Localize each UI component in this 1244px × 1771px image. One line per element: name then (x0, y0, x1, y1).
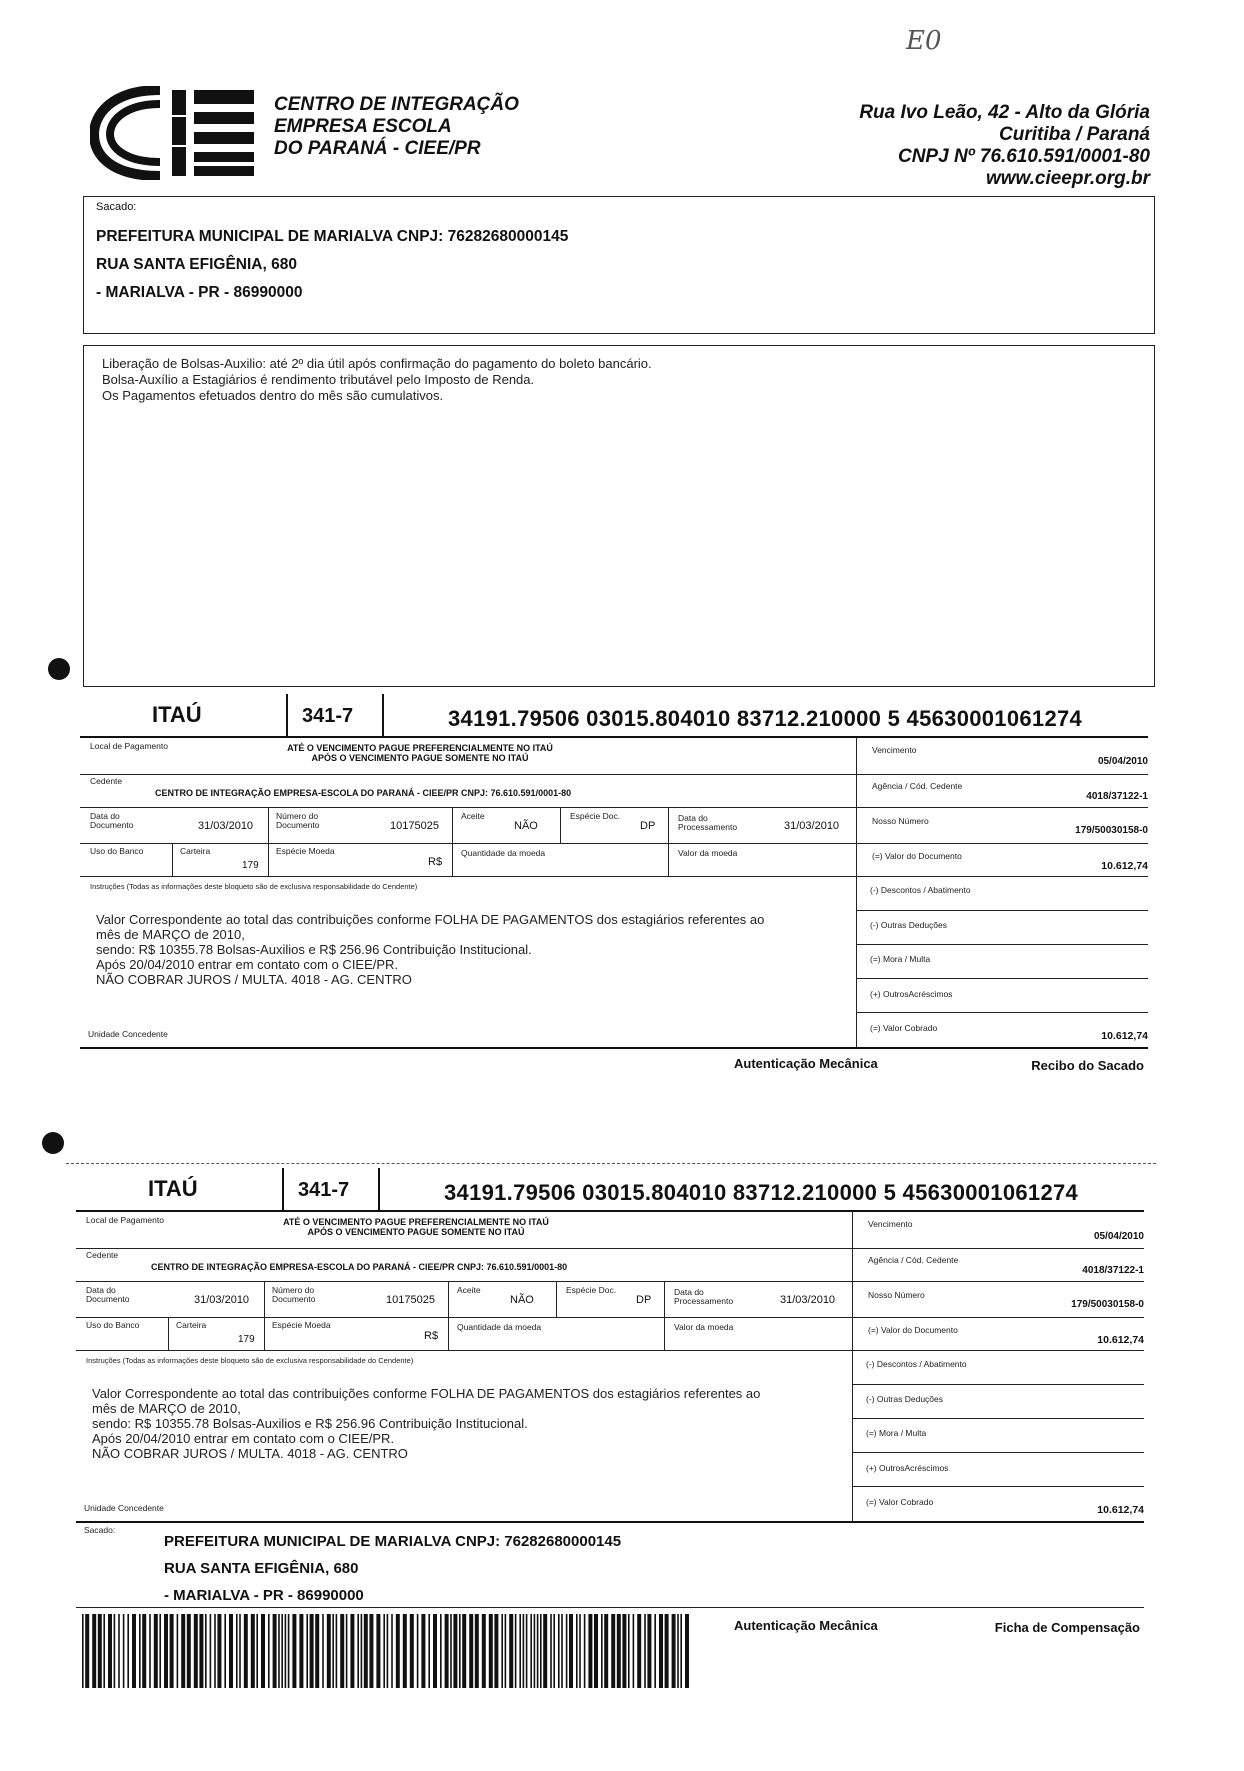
barcode-bar (205, 1614, 207, 1688)
address-city: Curitiba / Paraná (999, 124, 1150, 145)
sacado-name: PREFEITURA MUNICIPAL DE MARIALVA CNPJ: 76282680000145 (164, 1533, 622, 1550)
ficha-compensacao-label: Ficha de Compensação (994, 1620, 1140, 1635)
sacado-street: RUA SANTA EFIGÊNIA, 680 (164, 1560, 359, 1577)
instr-line-3: sendo: R$ 10355.78 Bolsas-Auxilios e R$ 256.96 Contribuição Institucional. (96, 942, 532, 957)
barcode-bar (108, 1614, 112, 1688)
vencimento-label: Vencimento (868, 1219, 913, 1229)
outros-acrescimos-label: (+) OutrosAcréscimos (870, 989, 953, 999)
barcode-bar (159, 1614, 161, 1688)
note-line-3: Os Pagamentos efetuados dentro do mês são cumulativos. (102, 388, 444, 403)
barcode-bar (364, 1614, 368, 1688)
data-doc-label-2: Documento (90, 820, 134, 830)
valor-moeda-label: Valor da moeda (678, 848, 738, 858)
sacado-label: Sacado: (96, 201, 137, 213)
barcode-bar (281, 1614, 283, 1688)
nosso-numero-value: 179/50030158-0 (1075, 825, 1148, 836)
uso-banco-label: Uso do Banco (86, 1320, 140, 1330)
nosso-numero-value: 179/50030158-0 (1071, 1299, 1144, 1310)
barcode-bar (604, 1614, 608, 1688)
sacado-name: PREFEITURA MUNICIPAL DE MARIALVA CNPJ: 76282680000145 (96, 228, 569, 245)
barcode-bar (239, 1614, 241, 1688)
barcode-bar (322, 1614, 324, 1688)
barcode-bar (285, 1614, 287, 1688)
mora-multa-label: (=) Mora / Multa (870, 954, 931, 964)
barcode-bar (617, 1614, 621, 1688)
barcode-bar (310, 1614, 314, 1688)
barcode-bar (187, 1614, 191, 1688)
barcode-bar (357, 1614, 359, 1688)
barcode-bar (526, 1614, 528, 1688)
especie-moeda-value: R$ (424, 1330, 439, 1342)
barcode-bar (530, 1614, 532, 1688)
barcode-bar (118, 1614, 120, 1688)
barcode-bar (659, 1614, 663, 1688)
quantidade-moeda-label: Quantidade da moeda (457, 1322, 542, 1332)
barcode-bar (459, 1614, 461, 1688)
barcode-bar (273, 1614, 277, 1688)
barcode-bar (292, 1614, 296, 1688)
unidade-concedente-label: Unidade Concedente (88, 1029, 168, 1039)
barcode-bar (601, 1614, 603, 1688)
barcode-bar (550, 1614, 552, 1688)
barcode-bar (489, 1614, 493, 1688)
barcode-bar (82, 1614, 84, 1688)
valor-documento-value: 10.612,74 (1101, 860, 1148, 872)
local-pagamento-line-1: ATÉ O VENCIMENTO PAGUE PREFERENCIALMENTE NO ITAÚ (283, 1217, 549, 1227)
barcode-bar (611, 1614, 615, 1688)
local-pagamento-label: Local de Pagamento (86, 1215, 164, 1225)
barcode-bar (383, 1614, 385, 1688)
barcode-bar (637, 1614, 641, 1688)
barcode-bar (644, 1614, 646, 1688)
barcode-bar (256, 1614, 258, 1688)
barcode-bar (350, 1614, 354, 1688)
numero-documento-value: 10175025 (386, 1294, 435, 1306)
barcode-bar (672, 1614, 676, 1688)
bank-name: ITAÚ (148, 1176, 198, 1201)
instr-line-4: Após 20/04/2010 entrar em contato com o CIEE/PR. (96, 957, 399, 972)
barcode-bar (103, 1614, 105, 1688)
sacado-label: Sacado: (84, 1525, 116, 1535)
barcode-bar (251, 1614, 255, 1688)
note-line-2: Bolsa-Auxílio a Estagiários é rendimento tributável pelo Imposto de Renda. (102, 372, 535, 387)
address-cnpj: CNPJ Nº 76.610.591/0001-80 (897, 146, 1150, 167)
barcode-bar (558, 1614, 560, 1688)
aceite-value: NÃO (510, 1294, 534, 1306)
vencimento-label: Vencimento (872, 745, 917, 755)
barcode-bar (85, 1614, 89, 1688)
barcode-bar (509, 1614, 513, 1688)
barcode-bar (315, 1614, 319, 1688)
local-pagamento-line-2: APÓS O VENCIMENTO PAGUE SOMENTE NO ITAÚ (307, 1227, 525, 1237)
barcode-bar (453, 1614, 457, 1688)
barcode-bar (244, 1614, 248, 1688)
barcode-bar (164, 1614, 168, 1688)
barcode-bar (515, 1614, 517, 1688)
barcode-bar (346, 1614, 348, 1688)
numero-documento-value: 10175025 (390, 820, 439, 832)
unidade-concedente-label: Unidade Concedente (84, 1503, 164, 1513)
cedente-value: CENTRO DE INTEGRAÇÃO EMPRESA-ESCOLA DO PARANÁ - CIEE/PR CNPJ: 76.610.591/0001-80 (155, 788, 572, 798)
instr-line-4: Após 20/04/2010 entrar em contato com o CIEE/PR. (92, 1431, 395, 1446)
barcode-bar (482, 1614, 486, 1688)
cedente-label: Cedente (86, 1250, 119, 1260)
barcode-bar (268, 1614, 270, 1688)
especie-moeda-label: Espécie Moeda (276, 846, 335, 856)
barcode-bar (534, 1614, 536, 1688)
nosso-numero-label: Nosso Número (872, 816, 929, 826)
aceite-label: Aceite (457, 1285, 481, 1295)
barcode-bar (677, 1614, 679, 1688)
barcode-bar (299, 1614, 303, 1688)
instrucoes-label: Instruções (Todas as informações deste bloqueto são de exclusiva responsabilidade do Cendente) (86, 1356, 414, 1365)
carteira-value: 179 (242, 860, 259, 871)
data-documento-value: 31/03/2010 (198, 820, 254, 832)
barcode-bar (194, 1614, 198, 1688)
especie-doc-value: DP (636, 1294, 652, 1306)
barcode (80, 1614, 694, 1688)
barcode-bar (236, 1614, 238, 1688)
barcode-bar (654, 1614, 656, 1688)
barcode-bar (306, 1614, 308, 1688)
outras-deducoes-label: (-) Outras Deduções (870, 920, 947, 930)
valor-cobrado-label: (=) Valor Cobrado (866, 1497, 934, 1507)
agencia-value: 4018/37122-1 (1086, 791, 1148, 802)
outras-deducoes-label: (-) Outras Deduções (866, 1394, 943, 1404)
barcode-bar (210, 1614, 212, 1688)
valor-documento-label: (=) Valor do Documento (868, 1325, 958, 1335)
barcode-bar (579, 1614, 581, 1688)
local-pagamento-line-2: APÓS O VENCIMENTO PAGUE SOMENTE NO ITAÚ (311, 753, 529, 763)
barcode-bar (327, 1614, 331, 1688)
barcode-bar (217, 1614, 221, 1688)
outros-acrescimos-label: (+) OutrosAcréscimos (866, 1463, 949, 1473)
valor-documento-label: (=) Valor do Documento (872, 851, 962, 861)
barcode-bar (98, 1614, 102, 1688)
barcode-bar (633, 1614, 635, 1688)
barcode-bar (566, 1614, 568, 1688)
num-doc-label-1: Número do (276, 811, 319, 821)
barcode-bar (154, 1614, 158, 1688)
autenticacao-label: Autenticação Mecânica (734, 1618, 878, 1633)
barcode-bar (229, 1614, 233, 1688)
barcode-bar (142, 1614, 146, 1688)
instr-line-1: Valor Correspondente ao total das contribuições conforme FOLHA DE PAGAMENTOS dos estagiários referentes ao (92, 1386, 761, 1401)
barcode-bar (445, 1614, 449, 1688)
barcode-bar (584, 1614, 586, 1688)
barcode-bar (561, 1614, 563, 1688)
barcode-bar (417, 1614, 419, 1688)
barcode-bar (543, 1614, 547, 1688)
uso-banco-label: Uso do Banco (90, 846, 144, 856)
barcode-bar (685, 1614, 689, 1688)
barcode-bar (127, 1614, 129, 1688)
especie-doc-label: Espécie Doc. (566, 1285, 617, 1295)
barcode-bar (361, 1614, 363, 1688)
barcode-bar (92, 1614, 96, 1688)
valor-cobrado-label: (=) Valor Cobrado (870, 1023, 938, 1033)
barcode-bar (576, 1614, 578, 1688)
valor-cobrado-value: 10.612,74 (1101, 1030, 1148, 1042)
sacado-city: - MARIALVA - PR - 86990000 (96, 284, 303, 301)
barcode-bar (403, 1614, 407, 1688)
barcode-bar (177, 1614, 179, 1688)
barcode-bar (505, 1614, 507, 1688)
local-pagamento-line-1: ATÉ O VENCIMENTO PAGUE PREFERENCIALMENTE NO ITAÚ (287, 743, 553, 753)
barcode-bar (553, 1614, 555, 1688)
valor-cobrado-value: 10.612,74 (1097, 1504, 1144, 1516)
instr-line-1: Valor Correspondente ao total das contribuições conforme FOLHA DE PAGAMENTOS dos estagiários referentes ao (96, 912, 765, 927)
barcode-bar (428, 1614, 430, 1688)
barcode-bar (440, 1614, 442, 1688)
barcode-bar (214, 1614, 216, 1688)
barcode-bar (421, 1614, 425, 1688)
note-line-1: Liberação de Bolsas-Auxilio: até 2º dia útil após confirmação do pagamento do boleto bancário. (102, 356, 652, 371)
barcode-bar (469, 1614, 473, 1688)
cedente-label: Cedente (90, 776, 123, 786)
barcode-bar (494, 1614, 498, 1688)
barcode-bar (170, 1614, 174, 1688)
barcode-bar (622, 1614, 626, 1688)
barcode-bar (594, 1614, 598, 1688)
data-processamento-value: 31/03/2010 (780, 1294, 836, 1306)
digitable-line: 34191.79506 03015.804010 83712.210000 5 45630001061274 (448, 706, 1083, 731)
num-doc-label-1: Número do (272, 1285, 315, 1295)
barcode-bar (132, 1614, 136, 1688)
num-doc-label-2: Documento (276, 820, 320, 830)
barcode-bar (519, 1614, 521, 1688)
especie-moeda-value: R$ (428, 856, 443, 868)
barcode-bar (387, 1614, 389, 1688)
digitable-line: 34191.79506 03015.804010 83712.210000 5 45630001061274 (444, 1180, 1079, 1205)
barcode-bar (475, 1614, 479, 1688)
cedente-value: CENTRO DE INTEGRAÇÃO EMPRESA-ESCOLA DO PARANÁ - CIEE/PR CNPJ: 76.610.591/0001-80 (151, 1262, 568, 1272)
data-doc-label-1: Data do (90, 811, 120, 821)
sacado-street: RUA SANTA EFIGÊNIA, 680 (96, 256, 297, 273)
barcode-bar (224, 1614, 226, 1688)
valor-documento-value: 10.612,74 (1097, 1334, 1144, 1346)
barcode-bar (336, 1614, 338, 1688)
address-street: Rua Ivo Leão, 42 - Alto da Glória (859, 102, 1150, 123)
local-pagamento-label: Local de Pagamento (90, 741, 168, 751)
recibo-sacado-label: Recibo do Sacado (1031, 1058, 1144, 1073)
address-website: www.cieepr.org.br (985, 168, 1150, 189)
data-processamento-label (674, 1288, 733, 1306)
carteira-value: 179 (238, 1334, 255, 1345)
barcode-bar (332, 1614, 334, 1688)
quantidade-moeda-label: Quantidade da moeda (461, 848, 546, 858)
instr-line-2: mês de MARÇO de 2010, (92, 1401, 241, 1416)
instrucoes-label: Instruções (Todas as informações deste bloqueto são de exclusiva responsabilidade do Cendente) (90, 882, 418, 891)
barcode-bar (523, 1614, 525, 1688)
barcode-bar (278, 1614, 280, 1688)
org-line-1: CENTRO DE INTEGRAÇÃO (274, 94, 519, 115)
especie-doc-label: Espécie Doc. (570, 811, 621, 821)
data-documento-value: 31/03/2010 (194, 1294, 250, 1306)
data-doc-label-2: Documento (86, 1294, 130, 1304)
aceite-value: NÃO (514, 820, 538, 832)
barcode-bar (261, 1614, 265, 1688)
barcode-bar (149, 1614, 151, 1688)
descontos-label: (-) Descontos / Abatimento (870, 885, 971, 895)
barcode-bar (647, 1614, 651, 1688)
aceite-label: Aceite (461, 811, 485, 821)
slip-ficha (0, 474, 1240, 1764)
barcode-bar (628, 1614, 630, 1688)
barcode-bar (410, 1614, 414, 1688)
especie-doc-value: DP (640, 820, 656, 832)
agencia-label: Agência / Cód. Cedente (868, 1255, 959, 1265)
data-proc-label-1: Data do (678, 813, 708, 823)
barcode-bar (391, 1614, 393, 1688)
barcode-bar (181, 1614, 185, 1688)
bank-code: 341-7 (298, 1179, 350, 1201)
agencia-label: Agência / Cód. Cedente (872, 781, 963, 791)
barcode-bar (114, 1614, 116, 1688)
barcode-bar (680, 1614, 682, 1688)
instr-line-5: NÃO COBRAR JUROS / MULTA. 4018 - AG. CENTRO (96, 972, 412, 987)
barcode-bar (199, 1614, 203, 1688)
autenticacao-label: Autenticação Mecânica (734, 1056, 878, 1071)
org-line-3: DO PARANÁ - CIEE/PR (274, 138, 481, 159)
data-proc-label-2: Processamento (674, 1296, 734, 1306)
local-pagamento (206, 1217, 626, 1237)
descontos-label: (-) Descontos / Abatimento (866, 1359, 967, 1369)
org-line-2: EMPRESA ESCOLA (274, 116, 452, 137)
data-proc-label-2: Processamento (678, 822, 738, 832)
especie-moeda-label: Espécie Moeda (272, 1320, 331, 1330)
barcode-bar (501, 1614, 503, 1688)
carteira-label: Carteira (180, 846, 211, 856)
numero-documento-label (272, 1286, 315, 1304)
instructions-text (92, 1386, 760, 1461)
barcode-bar (369, 1614, 373, 1688)
barcode-bar (139, 1614, 141, 1688)
data-proc-label-1: Data do (674, 1287, 704, 1297)
barcode-bar (340, 1614, 344, 1688)
nosso-numero-label: Nosso Número (868, 1290, 925, 1300)
sacado-city: - MARIALVA - PR - 86990000 (164, 1587, 364, 1604)
data-processamento-value: 31/03/2010 (784, 820, 840, 832)
barcode-bar (540, 1614, 542, 1688)
instr-line-2: mês de MARÇO de 2010, (96, 927, 245, 942)
instr-line-5: NÃO COBRAR JUROS / MULTA. 4018 - AG. CENTRO (92, 1446, 408, 1461)
num-doc-label-2: Documento (272, 1294, 316, 1304)
barcode-bar (665, 1614, 669, 1688)
vencimento-value: 05/04/2010 (1097, 756, 1148, 767)
barcode-bar (123, 1614, 125, 1688)
data-documento-label (86, 1286, 129, 1304)
sacado-details (164, 1528, 621, 1609)
bank-code: 341-7 (302, 705, 354, 727)
barcode-bar (537, 1614, 539, 1688)
carteira-label: Carteira (176, 1320, 207, 1330)
barcode-bar (462, 1614, 466, 1688)
barcode-bar (288, 1614, 290, 1688)
instr-line-3: sendo: R$ 10355.78 Bolsas-Auxilios e R$ 256.96 Contribuição Institucional. (92, 1416, 528, 1431)
barcode-bar (396, 1614, 400, 1688)
agencia-value: 4018/37122-1 (1082, 1265, 1144, 1276)
bank-name: ITAÚ (152, 702, 202, 727)
barcode-bar (433, 1614, 437, 1688)
barcode-bar (450, 1614, 452, 1688)
vencimento-value: 05/04/2010 (1093, 1231, 1144, 1242)
data-doc-label-1: Data do (86, 1285, 116, 1295)
barcode-bar (569, 1614, 573, 1688)
barcode-bar (376, 1614, 380, 1688)
handwritten-mark: E0 (906, 26, 942, 56)
mora-multa-label: (=) Mora / Multa (866, 1428, 927, 1438)
valor-moeda-label: Valor da moeda (674, 1322, 734, 1332)
barcode-bar (588, 1614, 592, 1688)
